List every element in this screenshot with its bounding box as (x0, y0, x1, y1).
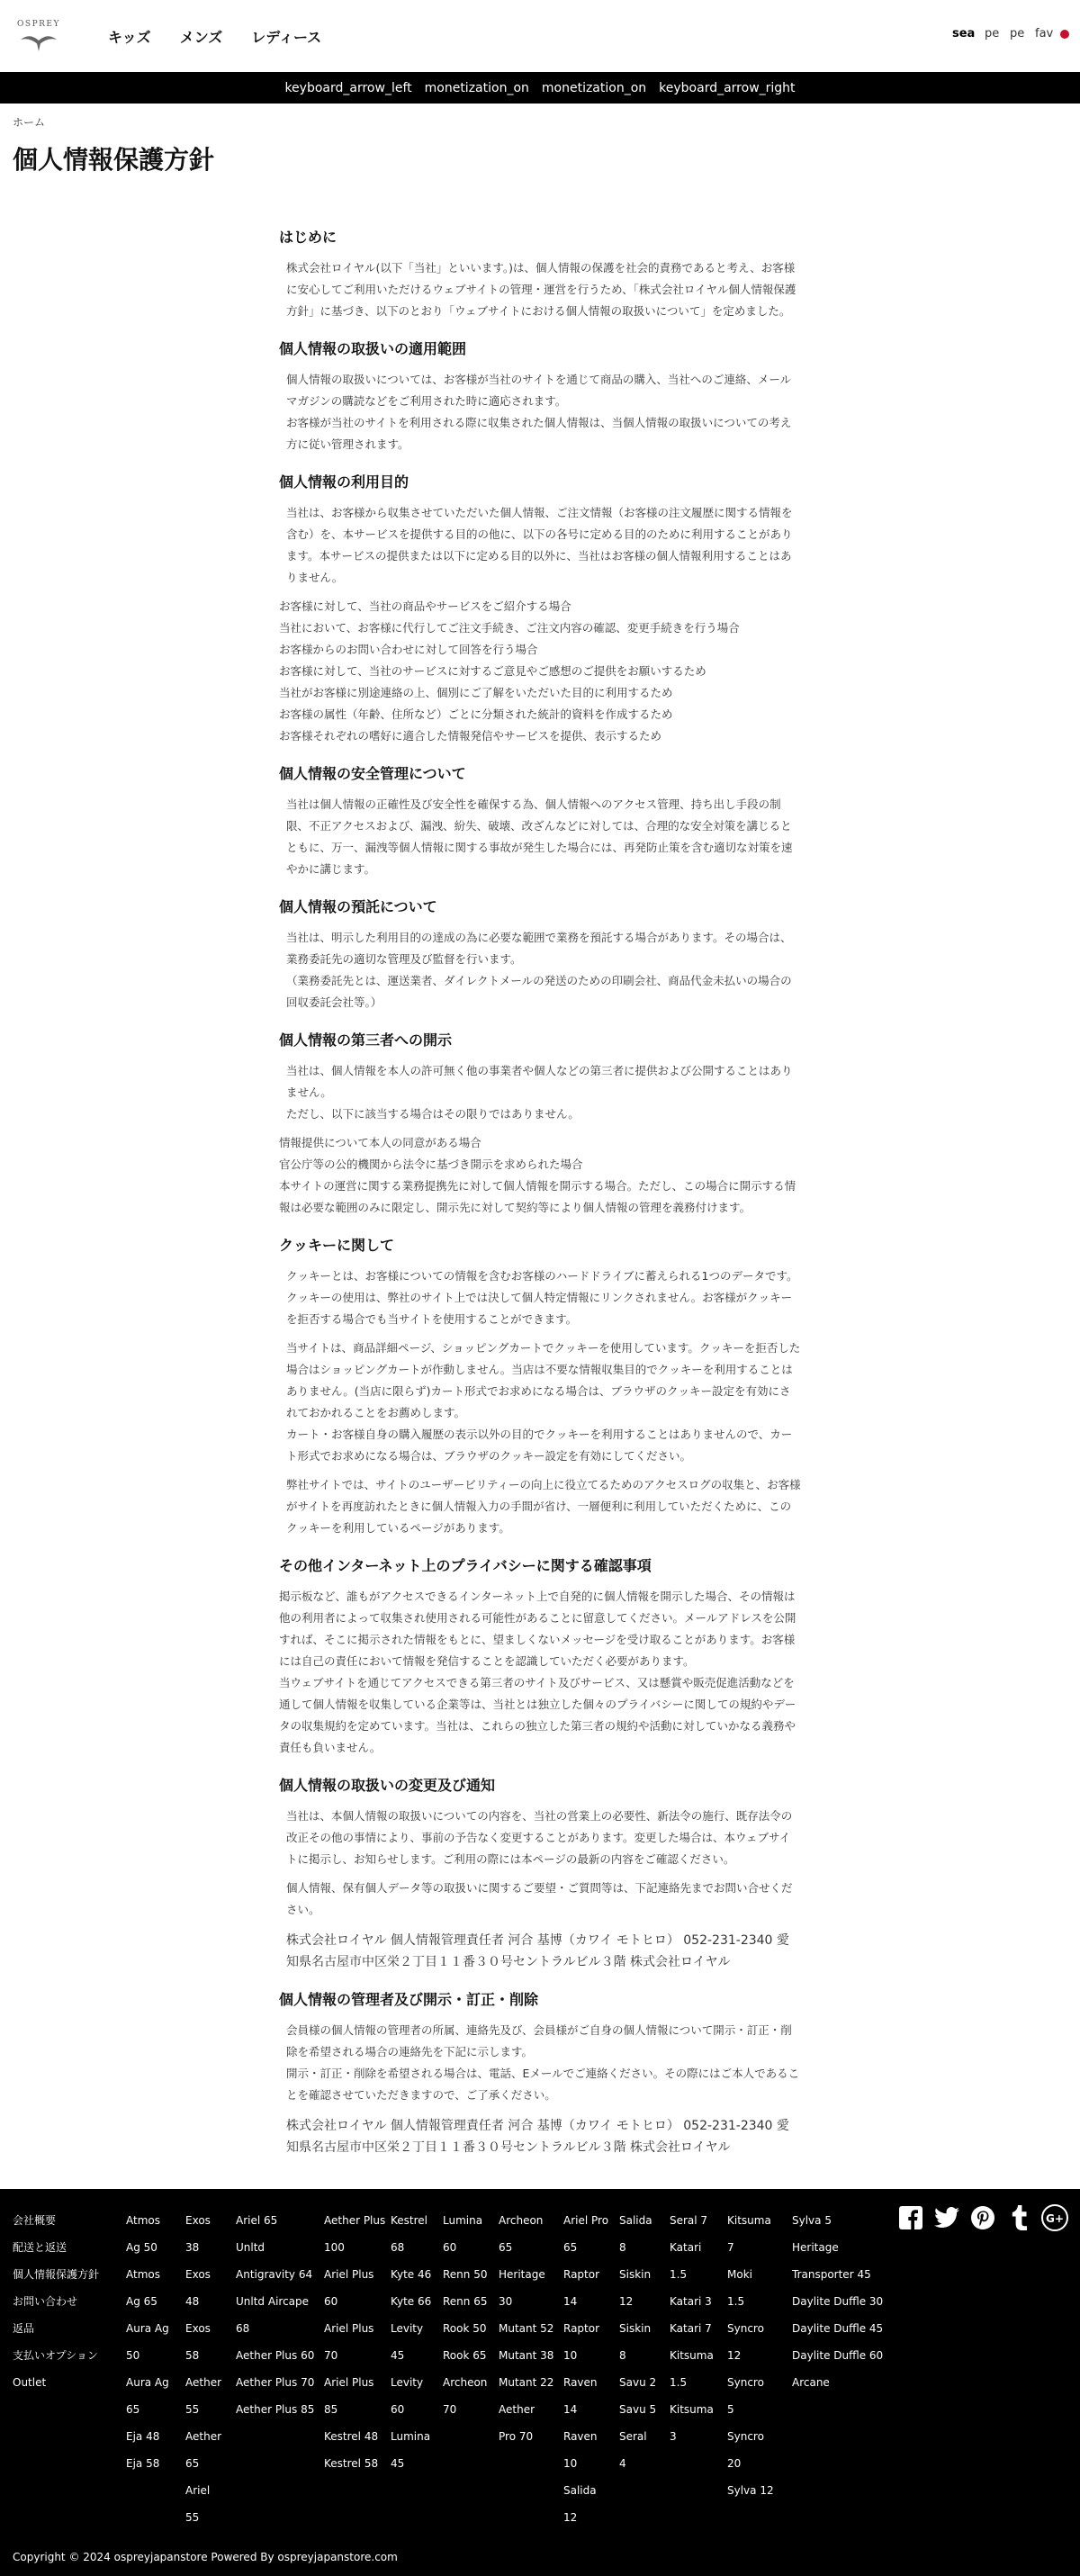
footer-link[interactable]: Archeon (443, 2376, 488, 2389)
breadcrumb (0, 104, 1080, 130)
footer-column (619, 2207, 670, 2531)
footer-column (391, 2207, 443, 2531)
footer-link[interactable]: Levity (391, 2322, 424, 2335)
footer-link[interactable]: Kyte 46 (391, 2268, 432, 2281)
footer-link[interactable]: Syncro (727, 2430, 764, 2443)
footer-column (563, 2207, 619, 2531)
list-item: お客様それぞれの嗜好に適合した情報発信やサービスを提供、表示するため (279, 729, 662, 743)
svg-text:G+: G+ (1046, 2212, 1064, 2225)
footer-link[interactable]: Ariel Plus (324, 2268, 374, 2281)
section-paragraph: 当社は個人情報の正確性及び安全性を確保する為、個人情報へのアクセス管理、持ち出し手段の制限、不正アクセスおよび、漏洩、紛失、破壊、改ざんなどに対しては、合理的な安全対策を講じるとともに、万一、漏洩等個人情報に関する事故が発生した場合には、再発防止策を含む適切な対策を速やかに講じます。 (286, 797, 793, 876)
footer-column (670, 2207, 727, 2531)
footer-link[interactable]: Kitsuma (670, 2349, 714, 2362)
social-links (898, 2205, 1067, 2230)
list-item: 当社がお客様に別途連絡の上、個別にご了解をいただいた目的に利用するため (279, 686, 673, 699)
footer-link[interactable]: Ag 65 (126, 2295, 158, 2308)
footer-link[interactable]: 8 (619, 2241, 626, 2254)
footer-link[interactable]: Eja 48 (126, 2430, 160, 2443)
footer-link[interactable]: Siskin (619, 2322, 652, 2335)
footer-link[interactable]: 12 (727, 2349, 742, 2362)
footer-link[interactable]: 100 (324, 2241, 345, 2254)
footer-column (499, 2207, 563, 2531)
nav-kids[interactable]: キッズ (108, 28, 151, 46)
footer-link[interactable]: Atmos (126, 2268, 160, 2281)
footer-column (792, 2207, 900, 2531)
footer-link[interactable]: Kestrel (391, 2214, 428, 2227)
footer-link[interactable]: 支払いオプション (13, 2349, 98, 2362)
list-item: 本サイトの運営に関する業務提携先に対して個人情報を開示する場合。ただし、この場合に開示する情報は必要な範囲のみに限定し、開示先に対して契約等により個人情報の管理を義務付けます。 (279, 1179, 796, 1214)
footer-link[interactable]: Ariel Plus (324, 2376, 374, 2389)
footer-link[interactable]: Raven (563, 2376, 598, 2389)
pinterest-icon[interactable] (970, 2205, 995, 2230)
footer-link[interactable]: 個人情報保護方針 (13, 2268, 100, 2281)
footer-link[interactable]: 55 (185, 2511, 200, 2524)
footer-link[interactable]: 12 (619, 2295, 634, 2308)
logo-text: OSPREY (17, 20, 60, 29)
footer-link[interactable]: 14 (563, 2403, 578, 2416)
section-paragraph: 当社は、本個人情報の取扱いについての内容を、当社の営業上の必要性、新法令の施行、既存法令の改正その他の事情により、事前の予告なく変更することがあります。変更した場合は、本ウェブサイトに掲示し、お知らせします。ご利用の際には本ページの最新の内容をご確認ください。 (286, 1809, 793, 1866)
section-paragraph: 会員様の個人情報の管理者の所属、連絡先及び、会員様がご自身の個人情報について開示・訂正・削除を希望される場合の連絡先を下記に示します。 開示・訂正・削除を希望される場合は、電話、Eメールでご連絡ください。その際にはご本人であることを確認させていただきますので、ご了承ください。 (286, 2023, 800, 2102)
footer-link[interactable]: Aura Ag (126, 2322, 169, 2335)
footer-link[interactable]: 返品 (13, 2322, 35, 2335)
section-paragraph: 個人情報、保有個人データ等の取扱いに関するご要望・ご質問等は、下記連絡先までお問い合せください。 (286, 1881, 793, 1916)
footer-link[interactable]: Mutant 52 (499, 2322, 554, 2335)
footer-link[interactable]: Renn 50 (443, 2268, 488, 2281)
osprey-bird-icon (19, 29, 58, 52)
footer-link[interactable]: 60 (391, 2403, 405, 2416)
footer-link[interactable]: 68 (236, 2322, 250, 2335)
footer-link[interactable]: Daylite Duffle 30 (792, 2295, 884, 2308)
footer-link[interactable]: 配送と返送 (13, 2241, 68, 2254)
section-paragraph: 当社は、お客様から収集させていただいた個人情報、ご注文情報（お客様の注文履歴に関する情報を含む）を、本サービスを提供する目的の他に、以下の各号に定める目的のために利用することがあります。本サービスの提供または以下に定める目的以外に、当社はお客様の個人情報利用することはありません。 (286, 506, 793, 584)
section-paragraph: 当社は、個人情報を本人の許可無く他の事業者や個人などの第三者に提供および公開することはありません。 ただし、以下に該当する場合はその限りではありません。 (286, 1064, 793, 1121)
footer-link[interactable]: 60 (324, 2295, 338, 2308)
footer-link[interactable]: Eja 58 (126, 2457, 160, 2470)
footer-link[interactable]: Sylva 5 (792, 2214, 832, 2227)
footer-link[interactable]: 65 (563, 2241, 578, 2254)
footer-link[interactable]: 3 (670, 2430, 677, 2443)
section-heading: その他インターネット上のプライバシーに関する確認事項 (279, 1557, 652, 1574)
footer-link[interactable]: Aether (185, 2430, 222, 2443)
section-list (279, 596, 801, 747)
footer-link[interactable]: Aether Plus 70 (236, 2376, 315, 2389)
footer-link[interactable]: Salida (619, 2214, 652, 2227)
footer-link[interactable]: 1.5 (727, 2295, 745, 2308)
footer-link[interactable]: Exos (185, 2214, 211, 2227)
footer-link[interactable]: 68 (391, 2241, 405, 2254)
section-heading: クッキーに関して (279, 1237, 395, 1254)
header-utilities (952, 27, 1069, 41)
section-paragraph: クッキーとは、お客様についての情報を含むお客様のハードドライブに蓄えられる1つのデータです。クッキーの使用は、弊社のサイト上では決して個人特定情報にリンクされません。お客様がクッキーを拒否する場合でも当サイトを使用することができます。 (286, 1269, 798, 1326)
announcement-text-2: monetization_on (541, 80, 647, 95)
search-icon[interactable]: sea (952, 27, 976, 41)
footer-link[interactable]: Exos (185, 2322, 211, 2335)
footer-link[interactable]: Seral 7 (670, 2214, 708, 2227)
footer-link[interactable]: Pro 70 (499, 2430, 534, 2443)
list-item: 官公庁等の公的機関から法令に基づき開示を求められた場合 (279, 1157, 583, 1171)
footer-link[interactable]: Seral (619, 2430, 647, 2443)
footer-link[interactable]: Syncro (727, 2376, 764, 2389)
footer-column (727, 2207, 792, 2531)
section-paragraph: 株式会社ロイヤル(以下「当社」といいます。)は、個人情報の保護を社会的責務であると考え、お客様に安心してご利用いただけるウェブサイトの管理・運営を行うため、「株式会社ロイヤル個人情報保護方針」に基づき、以下のとおり「ウェブサイトにおける個人情報の取扱いについて」を定めました。 (286, 261, 796, 318)
footer-link[interactable]: Ariel (185, 2484, 211, 2497)
footer-link[interactable]: Outlet (13, 2376, 47, 2389)
footer-link[interactable]: Savu 5 (619, 2403, 657, 2416)
list-item: 当社において、お客様に代行してご注文手続き、ご注文内容の確認、変更手続きを行う場合 (279, 621, 740, 635)
cart-badge[interactable] (1060, 30, 1069, 39)
footer-link[interactable]: 65 (499, 2241, 513, 2254)
footer-link[interactable]: Archeon (499, 2214, 544, 2227)
footer-link[interactable]: Moki (727, 2268, 752, 2281)
footer-column (443, 2207, 499, 2531)
footer-link-columns (13, 2207, 1067, 2531)
list-item: お客様からのお問い合わせに対して回答を行う場合 (279, 643, 538, 656)
footer-link[interactable]: 5 (727, 2403, 734, 2416)
footer-link[interactable]: Kestrel 58 (324, 2457, 379, 2470)
footer-column (185, 2207, 236, 2531)
footer-link[interactable]: Raptor (563, 2268, 600, 2281)
footer-link[interactable]: お問い合わせ (13, 2295, 78, 2308)
footer-link[interactable]: Kitsuma (727, 2214, 771, 2227)
section-heading: 個人情報の取扱いの変更及び通知 (279, 1777, 496, 1794)
footer-link[interactable]: Atmos (126, 2214, 160, 2227)
footer-link[interactable]: Levity (391, 2376, 424, 2389)
footer-link[interactable]: Ariel 65 (236, 2214, 278, 2227)
footer-link[interactable]: Kitsuma (670, 2403, 714, 2416)
next-arrow-button[interactable]: keyboard_arrow_right (659, 80, 796, 95)
footer-link[interactable]: Arcane (792, 2376, 830, 2389)
footer-column (126, 2207, 185, 2531)
footer-link[interactable]: 65 (126, 2403, 140, 2416)
facebook-icon[interactable] (898, 2205, 923, 2230)
footer-link[interactable]: Ag 50 (126, 2241, 158, 2254)
contact-info: 株式会社ロイヤル 個人情報管理責任者 河合 基博（カワイ モトヒロ） 052-231-2340 愛知県名古屋市中区栄２丁目１１番３０号セントラルビル３階 株式会社ロイヤル (286, 1933, 789, 1969)
footer-link[interactable]: Mutant 22 (499, 2376, 554, 2389)
site-footer (0, 2189, 1080, 2576)
footer-link[interactable]: 55 (185, 2403, 200, 2416)
section-heading: 個人情報の取扱いの適用範囲 (279, 340, 467, 357)
footer-link[interactable]: 14 (563, 2295, 578, 2308)
footer-column (324, 2207, 391, 2531)
copyright-text: Copyright © 2024 ospreyjapanstore Powered By ospreyjapanstore.com (13, 2551, 398, 2563)
footer-link[interactable]: Kestrel 48 (324, 2430, 379, 2443)
footer-link[interactable]: 7 (727, 2241, 734, 2254)
footer-link[interactable]: Rook 65 (443, 2349, 487, 2362)
footer-column (236, 2207, 324, 2531)
section-heading: 個人情報の安全管理について (279, 765, 466, 782)
list-item: お客様に対して、当社の商品やサービスをご紹介する場合 (279, 599, 572, 613)
page-title: 個人情報保護方針 (13, 145, 215, 175)
footer-link[interactable]: Raven (563, 2430, 598, 2443)
osprey-logo[interactable] (13, 16, 65, 56)
footer-link[interactable]: Aether Plus 85 (236, 2403, 315, 2416)
footer-link[interactable]: Daylite Duffle 45 (792, 2322, 884, 2335)
footer-link[interactable]: 45 (391, 2349, 405, 2362)
person-icon-2[interactable]: pe (1010, 27, 1025, 41)
footer-link[interactable]: Aura Ag (126, 2376, 169, 2389)
footer-link[interactable]: 30 (499, 2295, 513, 2308)
footer-link[interactable]: 50 (126, 2349, 140, 2362)
footer-link[interactable]: 4 (619, 2457, 626, 2470)
footer-link[interactable]: 12 (563, 2511, 578, 2524)
footer-link[interactable]: Ariel Plus (324, 2322, 374, 2335)
footer-link[interactable]: Katari 7 (670, 2322, 712, 2335)
announcement-bar (0, 72, 1080, 104)
prev-arrow-button[interactable]: keyboard_arrow_left (284, 80, 412, 95)
footer-link[interactable]: 会社概要 (13, 2214, 57, 2227)
nav-ladies[interactable]: レディース (251, 28, 322, 46)
footer-link[interactable]: Salida (563, 2484, 597, 2497)
policy-content (279, 229, 801, 2158)
footer-link[interactable]: Rook 50 (443, 2322, 487, 2335)
footer-link[interactable]: Syncro (727, 2322, 764, 2335)
section-heading: はじめに (279, 229, 338, 246)
footer-link[interactable]: Katari (670, 2241, 702, 2254)
footer-link[interactable]: Raptor (563, 2322, 600, 2335)
footer-link[interactable]: Aether (499, 2403, 536, 2416)
footer-link[interactable]: Unltd Aircape (236, 2295, 310, 2308)
footer-link[interactable]: Aether Plus (324, 2214, 386, 2227)
footer-link[interactable]: Sylva 12 (727, 2484, 774, 2497)
site-header (0, 0, 1080, 72)
footer-link[interactable]: Siskin (619, 2268, 652, 2281)
footer-link[interactable]: Aether Plus 60 (236, 2349, 315, 2362)
section-heading: 個人情報の預託について (279, 898, 437, 915)
announcement-text: monetization_on (424, 80, 529, 95)
footer-link[interactable]: Exos (185, 2268, 211, 2281)
footer-link[interactable]: Savu 2 (619, 2376, 657, 2389)
footer-link[interactable]: Mutant 38 (499, 2349, 554, 2362)
section-list (279, 1132, 801, 1219)
footer-link[interactable]: Daylite Duffle 60 (792, 2349, 884, 2362)
section-paragraph: 弊社サイトでは、サイトのユーザービリティーの向上に役立てるためのアクセスログの収集と、お客様がサイトを再度訪れたときに個人情報入力の手間が省け、一層便利に利用していただくために、このクッキーを利用しているページがあります。 (286, 1478, 801, 1535)
nav-mens[interactable]: メンズ (179, 28, 223, 46)
footer-link[interactable]: Unltd (236, 2241, 266, 2254)
footer-link[interactable]: 1.5 (670, 2268, 688, 2281)
footer-link[interactable]: Ariel Pro (563, 2214, 609, 2227)
footer-link[interactable]: Lumina (391, 2430, 431, 2443)
footer-link[interactable]: 70 (443, 2403, 457, 2416)
main-nav (108, 26, 321, 47)
person-icon[interactable]: pe (985, 27, 1000, 41)
twitter-icon[interactable] (934, 2205, 959, 2230)
footer-link[interactable]: 45 (391, 2457, 405, 2470)
section-paragraph: 当サイトは、商品詳細ページ、ショッピングカートでクッキーを使用しています。クッキーを拒否した場合はショッピングカートが作動しません。当店は不要な情報収集目的でクッキーを利用することはありません。(当店に限らず)カート形式でお求めになる場合は、ブラウザのクッキー設定を有効にされておかれることをお薦めします。 カート・お客様自身の購入履歴の表示以外の目的でクッキーを利用することはありませんので、カート形式でお求めになる場合は、ブラウザのクッキー設定を有効にしてください。 (286, 1341, 801, 1463)
footer-link[interactable]: 8 (619, 2349, 626, 2362)
list-item: 情報提供について本人の同意がある場合 (279, 1136, 482, 1149)
footer-link[interactable]: 85 (324, 2403, 338, 2416)
footer-link[interactable]: 38 (185, 2241, 200, 2254)
section-paragraph: 当社は、明示した利用目的の達成の為に必要な範囲で業務を預託する場合があります。その場合は、業務委託先の適切な管理及び監督を行います。 （業務委託先とは、運送業者、ダイレクトメールの発送のための印刷会社、商品代金未払いの場合の回収委託会社等。） (286, 931, 792, 1009)
footer-link[interactable]: Heritage (792, 2241, 839, 2254)
list-item: お客様に対して、当社のサービスに対するご意見やご感想のご提供をお願いするため (279, 664, 706, 678)
tumblr-icon[interactable] (1006, 2205, 1031, 2230)
section-heading: 個人情報の第三者への開示 (279, 1031, 453, 1049)
footer-link[interactable]: Antigravity 64 (236, 2268, 313, 2281)
footer-link[interactable]: 65 (185, 2457, 200, 2470)
section-paragraph: 掲示板など、誰もがアクセスできるインターネット上で自発的に個人情報を開示した場合、その情報は他の利用者によって収集され使用される可能性があることに留意してください。メールアドレスを公開すれば、そこに掲示された情報をもとに、望ましくないメッセージを受け取ることがあります。お客様には自己の責任において情報を発信することを認識していただく必要があります。 当ウェブサイトを通じてアクセスできる第三者のサイト及びサービス、又は懸賞や販売促進活動などを通して個人情報を収集している企業等は、当社とは独立した個々のプライバシーに関しての規約やデータの収集規約を定めています。当社は、これらの独立した第三者の規約や活動に対していかなる義務や責任も負いません。 (279, 1590, 796, 1754)
section-paragraph: 個人情報の取扱いについては、お客様が当社のサイトを通じて商品の購入、当社へのご連絡、メールマガジンの購読などをご利用された時に適応されます。 お客様が当社のサイトを利用される際に収集された個人情報は、当個人情報の取扱いについての考え方に従い管理されます。 (286, 373, 792, 451)
section-heading: 個人情報の利用目的 (279, 473, 410, 491)
breadcrumb-home-link[interactable]: ホーム (13, 116, 46, 129)
footer-link[interactable]: Renn 65 (443, 2295, 488, 2308)
favorite-icon[interactable]: fav (1035, 27, 1054, 41)
footer-link[interactable]: Katari 3 (670, 2295, 712, 2308)
list-item: お客様の属性（年齢、住所など）ごとに分類された統計的資料を作成するため (279, 707, 673, 721)
footer-link[interactable]: 70 (324, 2349, 338, 2362)
footer-link[interactable]: 58 (185, 2349, 200, 2362)
footer-link[interactable]: 10 (563, 2457, 578, 2470)
footer-link[interactable]: Transporter 45 (792, 2268, 871, 2281)
google-plus-icon[interactable] (1042, 2205, 1067, 2230)
footer-link[interactable]: 1.5 (670, 2376, 688, 2389)
footer-column (13, 2207, 126, 2531)
footer-link[interactable]: Kyte 66 (391, 2295, 432, 2308)
section-heading: 個人情報の管理者及び開示・訂正・削除 (279, 1991, 539, 2008)
footer-link[interactable]: 10 (563, 2349, 578, 2362)
footer-link[interactable]: 60 (443, 2241, 457, 2254)
footer-link[interactable]: Heritage (499, 2268, 545, 2281)
contact-info: 株式会社ロイヤル 個人情報管理責任者 河合 基博（カワイ モトヒロ） 052-231-2340 愛知県名古屋市中区栄２丁目１１番３０号セントラルビル３階 株式会社ロイヤル (286, 2119, 789, 2155)
footer-link[interactable]: Lumina (443, 2214, 483, 2227)
footer-link[interactable]: Aether (185, 2376, 222, 2389)
footer-link[interactable]: 48 (185, 2295, 200, 2308)
footer-link[interactable]: 20 (727, 2457, 742, 2470)
